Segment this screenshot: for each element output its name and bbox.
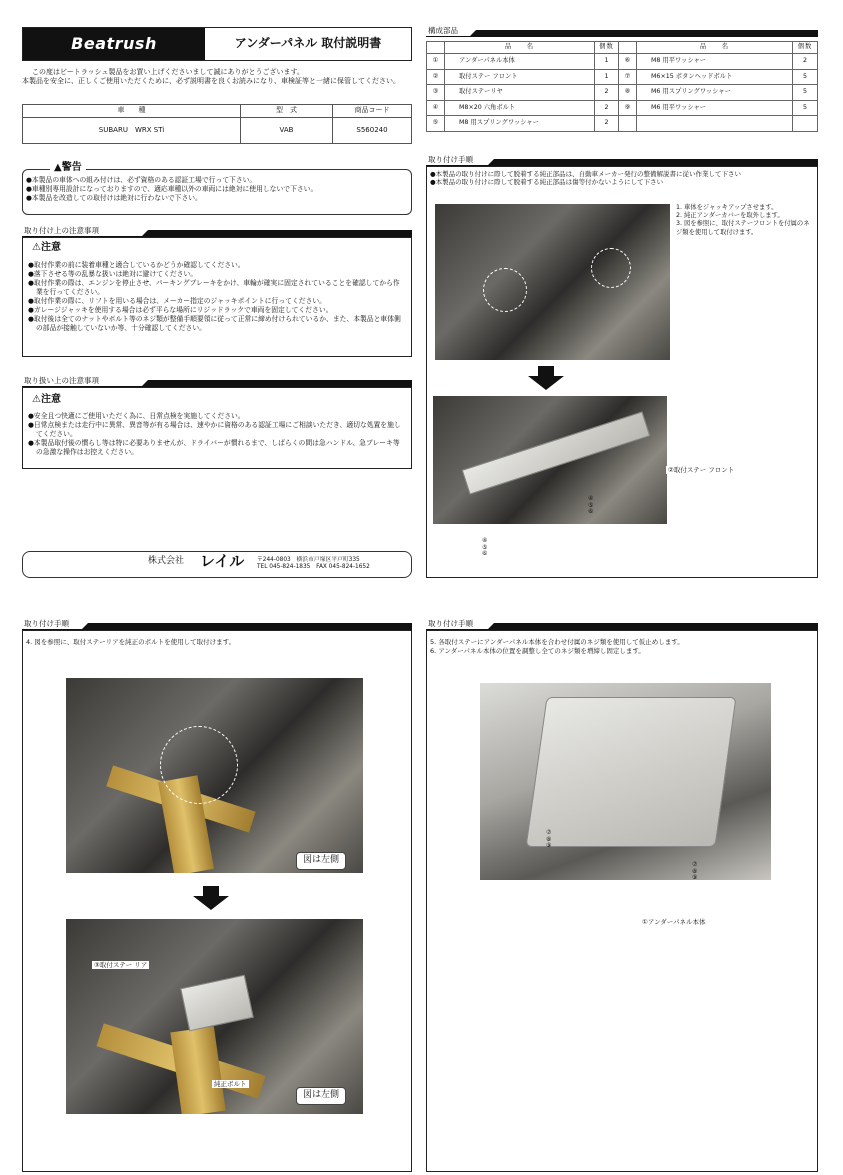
step-item: 5. 各取付ステーにアンダーパネル本体を合わせ付属のネジ類を使用して仮止めします。 [430,638,684,646]
label-left-side: 図は左側 [296,852,346,870]
table-row: ① アンダーパネル本体 1 ⑥ M8 用平ワッシャー 2 [427,54,818,70]
step-item: 1. 車体をジャッキアップさせます。 [676,204,778,211]
list-item: ●取付作業の際は、エンジンを停止させ、パーキングブレーキをかけ、車輪が確実に固定されていることを確認してから作業を行ってください。 [28,278,400,296]
title-block [22,27,412,61]
hardware-markers: ④ ⑤ ⑥ [482,537,488,558]
parts-header-qty: 個数 [793,42,818,54]
brand-logo: Beatrush [23,28,205,60]
caution-triangle-icon: ⚠ [32,394,41,405]
list-item: ●落下させる等の乱暴な扱いは絶対に避けてください。 [28,269,198,278]
photo-after-front [433,396,667,524]
vehicle-table [22,104,412,144]
procedure1-heading: 取り付け手順 [426,155,818,166]
callout-oem-bolt: 純正ボルト [214,1080,247,1088]
procedure3-steps [430,638,814,656]
intro-text [22,68,414,87]
table-row: ② 取付ステー フロント 1 ⑦ M6×15 ボタンヘッドボルト 5 [427,69,818,85]
warning-list [26,176,408,202]
hardware-markers: ⑦ ⑧ ⑨ [546,829,552,850]
procedure2-step: 4. 図を参照に、取付ステーリアを純正のボルトを使用して取付けます。 [26,638,236,646]
warning-title: ▲警告 [50,161,86,174]
vehicle-header-code: 商品コード [333,105,412,118]
step-item: 2. 純正アンダーカバーを取外します。 [676,212,784,220]
vehicle-type: VAB [241,118,333,144]
label-left-side: 図は左側 [296,1087,346,1105]
hardware-markers: ④ ⑤ ⑥ [588,495,594,516]
company-phone: TEL 045-824-1835 FAX 045-824-1652 [257,564,370,571]
vehicle-model: SUBARU WRX STi [23,118,241,144]
product-code: S560240 [333,118,412,144]
list-item: ●日常点検または走行中に異常、異音等が有る場合は、速やかに資格のある認証工場にご相談いただき、適切な処置を施してください。 [28,420,401,438]
table-row: ③ 取付ステーリヤ 2 ⑧ M6 用スプリングワッシャー 5 [427,85,818,101]
list-item: ●本製品取付後の慣らし等は特に必要ありませんが、ドライバーが慣れるまで、しばらくの間は急ハンドル、急ブレーキ等の急激な操作はお控えください。 [28,438,400,456]
company-contact [257,557,370,571]
parts-header-qty: 個数 [595,42,619,54]
callout-front-stay: ②取付ステー フロント [668,466,735,474]
install-caution-list [28,261,406,333]
down-arrow-icon [528,376,564,390]
parts-header-name: 品 名 [445,42,595,54]
callout-under-panel: ①アンダーパネル本体 [642,918,706,926]
list-item: ●ガレージジャッキを使用する場合は必ず平らな場所にリジッドラックで車両を固定してください。 [28,305,333,314]
step-item: 3. 図を参照に、取付ステーフロントを付属のネジ類を使用して取付けます。 [676,220,810,236]
intro-line-2: 本製品を安全に、正しくご使用いただくために、必ず説明書を良くお読みになり、車検証等と一緒に保管してください。 [22,77,400,86]
vehicle-header-type: 型 式 [241,105,333,118]
down-arrow-icon [203,886,219,896]
list-item: ●取付作業の際に、リフトを用いる場合は、メーカー指定のジャッキポイントに行ってください。 [28,296,326,305]
step-item: 6. アンダーパネル本体の位置を調整し全てのネジ類を増締し固定します。 [430,646,645,655]
list-item: ●取付後は全てのナットやボルト等のネジ類が整備手順要領に従って正常に締め付けられているか、また、本製品と車体側の部品が接触していないか等、十分確認してください。 [28,314,401,332]
company-prefix: 株式会社 [148,556,185,566]
handling-caution-title: ⚠注意 [32,394,61,405]
parts-heading: 構成部品 [426,26,818,37]
vehicle-header-model: 車 種 [23,105,241,118]
photo-before-front [435,204,670,360]
photo-rear-before [66,678,363,873]
list-item: ●取付作業の前に装着車種と適合しているかどうか確認してください。 [28,261,245,269]
callout-rear-stay: ③取付ステー リア [94,961,148,969]
note-item: ●本製品の取り付けに際して脱着する純正部品は、自動車メーカー発行の整備解説書に従い作業して下さい [430,170,742,178]
warning-item: ●本製品の車体への組み付けは、必ず資格のある認証工場で行って下さい。 [26,176,257,184]
list-item: ●安全且つ快適にご使用いただく為に、日常点検を実施してください。 [28,412,245,420]
parts-table [426,41,818,132]
install-caution-title: ⚠注意 [32,242,61,253]
procedure1-steps [676,204,812,237]
warning-item: ●本製品を改造しての取付けは絶対に行わないで下さい。 [26,193,202,202]
handling-caution-heading: 取り扱い上の注意事項 [22,376,412,387]
warning-item: ●車種別専用設計になっておりますので、適応車種以外の車両には絶対に使用しないで下さい。 [26,184,318,193]
procedure1-notes [430,170,816,187]
document-title: アンダーパネル 取付説明書 [234,36,382,51]
parts-header-name: 品 名 [637,42,793,54]
procedure3-heading: 取り付け手順 [426,619,818,630]
warning-triangle-icon: ▲ [54,162,62,173]
note-item: ●本製品の取り付けに際して脱着する純正部品は傷等付かないようにして下さい [430,178,664,187]
hardware-markers: ⑦ ⑧ ⑨ [692,861,698,882]
down-arrow-icon [538,366,554,376]
photo-panel-installed [480,683,771,880]
company-name: レイル [200,552,245,570]
caution-triangle-icon: ⚠ [32,242,41,253]
handling-caution-list [28,412,406,457]
company-address: 〒244-0803 横浜市戸塚区平戸町335 [257,557,360,563]
install-caution-heading: 取り付け上の注意事項 [22,226,412,237]
down-arrow-icon [193,896,229,910]
intro-line-1: この度はビートラッシュ製品をお買い上げくださいまして誠にありがとうございます。 [32,68,304,76]
table-row: ⑤ M8 用スプリングワッシャー 2 [427,116,818,132]
procedure2-heading: 取り付け手順 [22,619,412,630]
table-row: ④ M8×20 六角ボルト 2 ⑨ M6 用平ワッシャー 5 [427,100,818,116]
